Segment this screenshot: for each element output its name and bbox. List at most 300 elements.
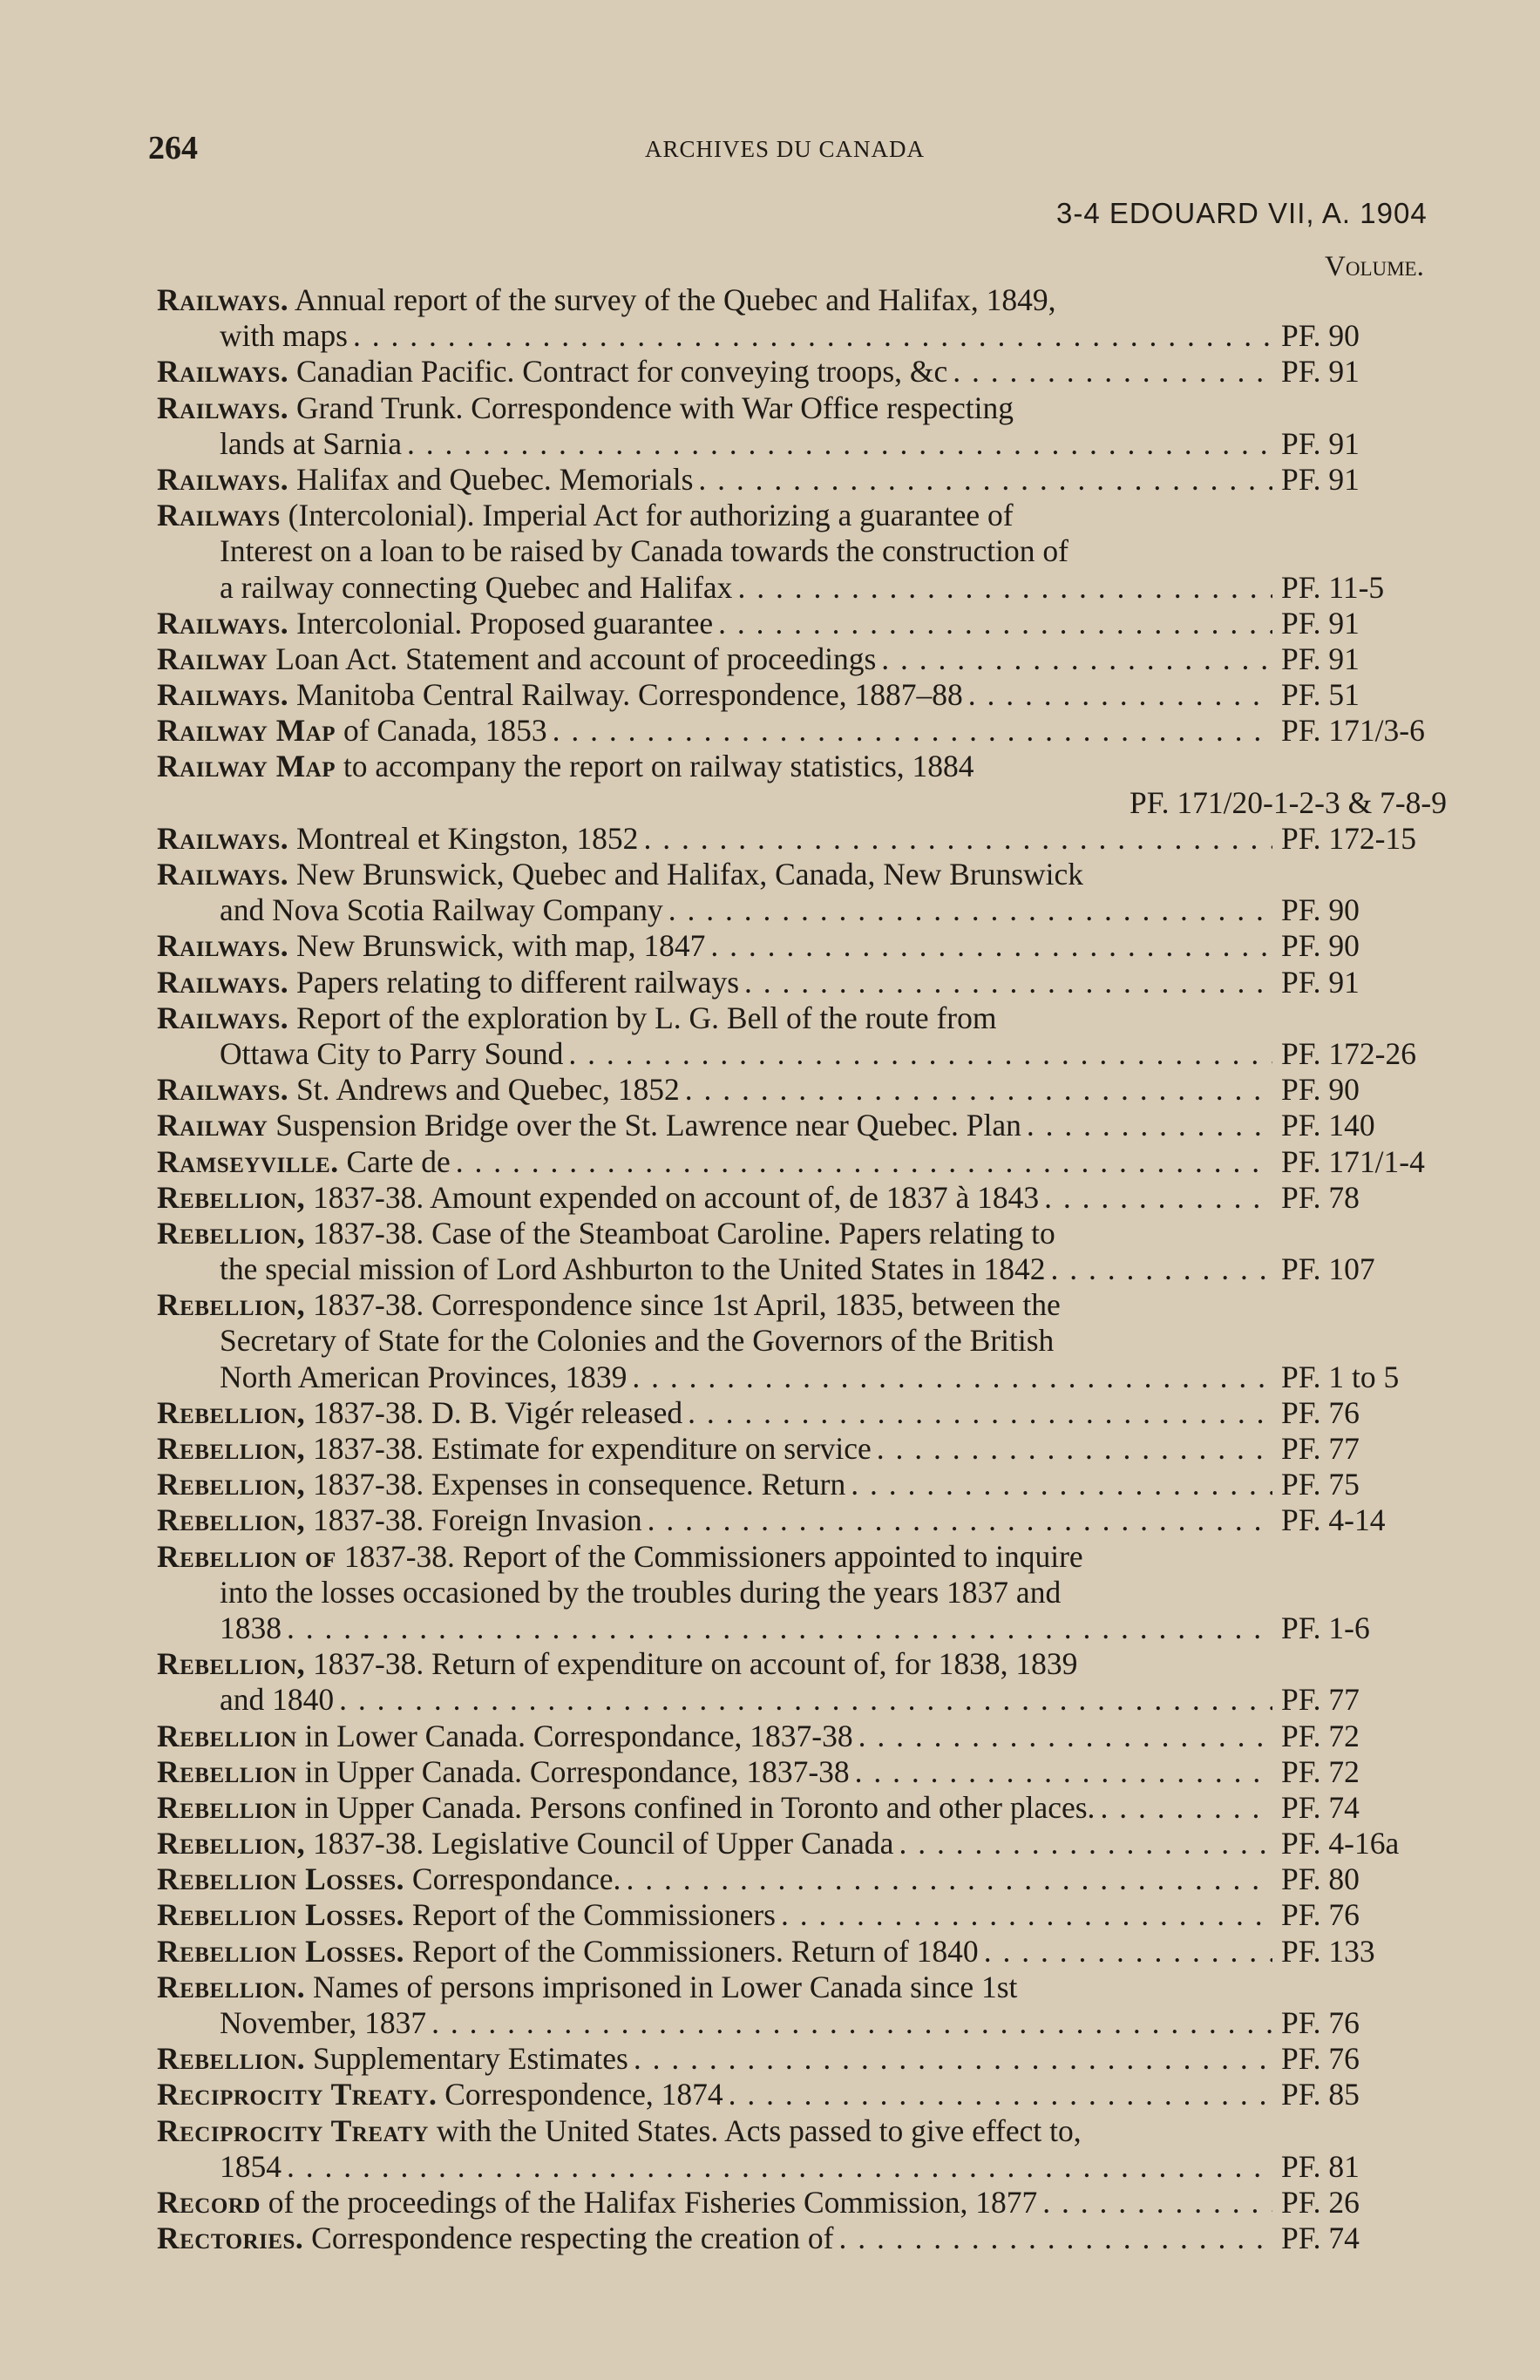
entry-description: 1837-38. Case of the Steamboat Caroline. Papers relating to — [313, 1215, 1055, 1251]
dot-leader — [713, 606, 1272, 641]
entry-line — [157, 821, 1455, 857]
entry-line — [157, 1216, 1455, 1251]
index-entry — [157, 1108, 1455, 1143]
index-entry — [157, 2077, 1455, 2112]
index-entries — [157, 282, 1455, 2256]
entry-heading: Rebellion Losses. — [157, 1897, 405, 1933]
entry-line — [157, 1790, 1455, 1826]
entry-description: and 1840 — [220, 1682, 335, 1718]
entry-line — [157, 2149, 1455, 2185]
entry-description: November, 1837 — [220, 2005, 427, 2040]
entry-line — [157, 1826, 1455, 1861]
entry-heading: Railway — [157, 641, 268, 676]
volume-column-header: Volume. — [1325, 251, 1424, 282]
entry-heading: Railways. — [157, 857, 289, 892]
entry-description: 1837-38. Expenses in consequence. Return — [313, 1467, 846, 1502]
dot-leader — [334, 1682, 1272, 1718]
entry-line — [157, 462, 1455, 498]
entry-line — [157, 1180, 1455, 1216]
entry-line — [157, 1502, 1455, 1538]
index-entry — [157, 354, 1455, 390]
entry-text — [157, 1431, 872, 1467]
entry-description: the special mission of Lord Ashburton to the United States in 1842 — [220, 1251, 1046, 1287]
index-entry — [157, 677, 1455, 713]
entry-heading: Railways. — [157, 820, 289, 856]
entry-text — [157, 354, 947, 390]
volume-reference: PF. 85 — [1281, 2077, 1360, 2112]
index-entry — [157, 1826, 1455, 1861]
dot-leader — [732, 570, 1272, 606]
dot-leader — [348, 318, 1272, 354]
entry-text — [220, 1575, 1061, 1610]
entry-line — [157, 2077, 1455, 2112]
entry-heading: Rebellion, — [157, 1179, 306, 1215]
entry-description: and Nova Scotia Railway Company — [220, 892, 663, 928]
index-entry — [157, 1502, 1455, 1538]
dot-leader — [693, 462, 1272, 498]
entry-line — [157, 1646, 1455, 1682]
entry-text — [157, 1970, 1017, 2004]
index-entry — [157, 1970, 1455, 2041]
entry-heading: Railways — [157, 498, 281, 533]
entry-text — [220, 318, 348, 354]
volume-reference: PF. 172-15 — [1281, 820, 1416, 856]
entry-description: Report of the Commissioners. Return of 1840 — [411, 1933, 979, 1969]
volume-reference: PF. 74 — [1281, 1789, 1360, 1825]
volume-reference: PF. 91 — [1281, 354, 1360, 390]
entry-text — [220, 892, 663, 928]
entry-line — [157, 1970, 1455, 2005]
entry-text — [157, 1790, 1095, 1826]
dot-leader — [282, 1610, 1272, 1646]
entry-text — [157, 498, 1014, 532]
index-entry — [157, 2221, 1455, 2256]
volume-reference: PF. 91 — [1281, 964, 1360, 1000]
dot-leader — [628, 2041, 1272, 2077]
entry-line — [157, 318, 1455, 354]
entry-description: New Brunswick, with map, 1847 — [296, 928, 706, 964]
entry-description: of the proceedings of the Halifax Fisheries Commission, 1877 — [268, 2184, 1038, 2220]
index-entry — [157, 1467, 1455, 1502]
entry-text — [157, 1897, 776, 1933]
entry-description: Annual report of the survey of the Quebec and Halifax, 1849, — [295, 282, 1056, 317]
entry-line — [157, 1000, 1455, 1036]
dot-leader — [621, 1861, 1272, 1897]
entry-heading: Rebellion, — [157, 1287, 306, 1323]
entry-heading: Railways. — [157, 1072, 289, 1108]
entry-text — [157, 1539, 1083, 1574]
entry-line — [157, 1719, 1455, 1754]
entry-text — [220, 1360, 627, 1395]
entry-line — [157, 1610, 1455, 1646]
session-heading: 3-4 EDOUARD VII, A. 1904 — [1056, 197, 1428, 229]
index-entry — [157, 1216, 1455, 1287]
entry-heading: Railways. — [157, 928, 289, 964]
dot-leader — [642, 1502, 1272, 1538]
dot-leader — [1039, 1180, 1272, 1216]
entry-description: (Intercolonial). Imperial Act for authorizing a guarantee of — [288, 498, 1014, 533]
entry-line — [157, 1144, 1455, 1180]
entry-line — [157, 1861, 1455, 1897]
entry-line — [157, 570, 1455, 606]
entry-description: a railway connecting Quebec and Halifax — [220, 569, 733, 605]
entry-line — [157, 606, 1455, 641]
volume-reference: PF. 76 — [1281, 1394, 1360, 1430]
entry-heading: Rectories. — [157, 2221, 304, 2256]
entry-line — [157, 2005, 1455, 2041]
dot-leader — [872, 1431, 1272, 1467]
entry-text — [220, 1323, 1054, 1358]
entry-description: in Upper Canada. Persons confined in Toronto and other places. — [304, 1789, 1096, 1825]
entry-line — [157, 1108, 1455, 1143]
entry-description: 1837-38. Amount expended on account of, de 1837 à 1843 — [313, 1179, 1040, 1215]
dot-leader — [850, 1754, 1272, 1790]
entry-description: Report of the Commissioners — [411, 1897, 776, 1933]
entry-text — [157, 1502, 642, 1538]
entry-description: Correspondence respecting the creation of — [311, 2221, 834, 2256]
entry-line — [157, 857, 1455, 892]
volume-reference: PF. 77 — [1281, 1431, 1360, 1466]
entry-description: of Canada, 1853 — [343, 713, 547, 749]
entry-text — [157, 1287, 1061, 1322]
entry-text — [157, 1861, 621, 1897]
entry-line — [157, 892, 1455, 928]
entry-heading: Railways. — [157, 1000, 289, 1035]
dot-leader — [853, 1719, 1272, 1754]
volume-reference: PF. 80 — [1281, 1861, 1360, 1897]
volume-reference: PF. 172-26 — [1281, 1035, 1416, 1071]
entry-description: Papers relating to different railways — [296, 964, 740, 1000]
entry-text — [157, 390, 1014, 425]
entry-heading: Railways. — [157, 605, 289, 641]
entry-heading: Railways. — [157, 461, 289, 497]
entry-description: 1837-38. Foreign Invasion — [313, 1502, 642, 1538]
entry-line — [157, 498, 1455, 533]
entry-heading: Reciprocity Treaty. — [157, 2077, 438, 2112]
dot-leader — [893, 1826, 1272, 1861]
dot-leader — [563, 1036, 1272, 1072]
volume-reference: PF. 91 — [1281, 605, 1360, 641]
entry-description: Halifax and Quebec. Memorials — [296, 461, 694, 497]
volume-reference: PF. 91 — [1281, 461, 1360, 497]
entry-text — [157, 606, 713, 641]
entry-heading: Ramseyville. — [157, 1143, 339, 1179]
index-entry — [157, 1934, 1455, 1970]
entry-heading: Railways. — [157, 677, 289, 713]
entry-heading: Rebellion — [157, 1718, 297, 1753]
entry-text — [157, 641, 876, 677]
index-entry — [157, 965, 1455, 1000]
entry-text — [220, 1251, 1046, 1287]
entry-text — [157, 1395, 682, 1431]
entry-line — [157, 749, 1455, 784]
entry-heading: Rebellion, — [157, 1467, 306, 1502]
entry-line — [157, 1395, 1455, 1431]
entry-line — [157, 928, 1455, 964]
volume-reference: PF. 75 — [1281, 1467, 1360, 1502]
entry-line — [157, 1323, 1455, 1359]
index-entry — [157, 606, 1455, 641]
entry-heading: Rebellion of — [157, 1538, 336, 1574]
entry-text — [157, 1216, 1055, 1251]
index-entry — [157, 498, 1455, 606]
dot-leader — [876, 641, 1272, 677]
entry-description: Supplementary Estimates — [313, 2041, 628, 2077]
entry-description: North American Provinces, 1839 — [220, 1359, 628, 1394]
volume-reference: PF. 1-6 — [1281, 1610, 1370, 1645]
entry-text — [220, 2149, 282, 2185]
entry-line — [157, 2185, 1455, 2221]
dot-leader — [402, 426, 1272, 462]
entry-line — [157, 2041, 1455, 2077]
entry-heading: Railway Map — [157, 749, 336, 784]
entry-line — [157, 641, 1455, 677]
entry-line — [157, 1360, 1455, 1395]
entry-description: Canadian Pacific. Contract for conveying troops, &c — [296, 354, 948, 390]
volume-reference: PF. 90 — [1281, 1072, 1360, 1108]
entry-text — [157, 965, 739, 1000]
volume-reference: PF. 171/1-4 — [1281, 1143, 1425, 1179]
index-entry — [157, 1287, 1455, 1395]
dot-leader — [1037, 2185, 1272, 2221]
index-entry — [157, 749, 1455, 820]
entry-heading: Rebellion Losses. — [157, 1933, 405, 1969]
entry-heading: Rebellion — [157, 1753, 297, 1789]
entry-description: 1854 — [220, 2148, 282, 2184]
dot-leader — [682, 1395, 1272, 1431]
entry-line — [157, 1897, 1455, 1933]
entry-description: Names of persons imprisoned in Lower Canada since 1st — [313, 1969, 1018, 2004]
entry-heading: Rebellion, — [157, 1646, 306, 1682]
volume-reference: PF. 90 — [1281, 318, 1360, 354]
entry-text — [157, 1072, 680, 1108]
entry-line — [157, 1036, 1455, 1072]
volume-reference: PF. 4-16a — [1281, 1826, 1400, 1861]
volume-reference: PF. 77 — [1281, 1682, 1360, 1718]
entry-text — [220, 1682, 334, 1718]
dot-leader — [680, 1072, 1272, 1108]
entry-text — [157, 1754, 850, 1790]
entry-line — [157, 533, 1455, 569]
volume-reference: PF. 133 — [1281, 1933, 1375, 1969]
index-entry — [157, 1754, 1455, 1790]
index-entry — [157, 1431, 1455, 1467]
entry-text — [220, 533, 1069, 568]
entry-description: Loan Act. Statement and account of proceedings — [275, 641, 877, 676]
entry-heading: Record — [157, 2184, 261, 2220]
entry-description: New Brunswick, Quebec and Halifax, Canada, New Brunswick — [296, 857, 1084, 892]
index-entry — [157, 2113, 1455, 2185]
volume-reference: PF. 26 — [1281, 2184, 1360, 2220]
entry-line — [157, 1251, 1455, 1287]
volume-reference: PF. 76 — [1281, 2005, 1360, 2040]
entry-heading: Railways. — [157, 964, 289, 1000]
index-entry — [157, 713, 1455, 749]
entry-description: 1837-38. Report of the Commissioners appointed to inquire — [343, 1538, 1083, 1574]
entry-description: Interest on a loan to be raised by Canada towards the construction of — [220, 533, 1069, 569]
entry-text — [157, 282, 1055, 317]
entry-heading: Rebellion, — [157, 1826, 306, 1861]
dot-leader — [963, 677, 1272, 713]
entry-description: Secretary of State for the Colonies and the Governors of the British — [220, 1323, 1055, 1359]
entry-text — [157, 1144, 451, 1180]
entry-line — [157, 1287, 1455, 1323]
dot-leader — [1095, 1790, 1272, 1826]
entry-text — [157, 857, 1083, 892]
entry-description: Correspondence, 1874 — [444, 2077, 723, 2112]
index-entry — [157, 1790, 1455, 1826]
entry-description: 1838 — [220, 1610, 282, 1645]
dot-leader — [947, 354, 1272, 390]
entry-description: 1837-38. Return of expenditure on account of, for 1838, 1839 — [313, 1646, 1078, 1682]
entry-line — [157, 1934, 1455, 1970]
volume-reference: PF. 76 — [1281, 1897, 1360, 1933]
entry-heading: Rebellion. — [157, 2041, 306, 2077]
index-entry — [157, 1539, 1455, 1647]
entry-description: Manitoba Central Railway. Correspondence, 1887–88 — [296, 677, 963, 713]
index-entry — [157, 1144, 1455, 1180]
dot-leader — [663, 892, 1272, 928]
entry-description: to accompany the report on railway statistics, 1884 — [343, 749, 974, 784]
index-entry — [157, 1180, 1455, 1216]
dot-leader — [776, 1897, 1272, 1933]
index-entry — [157, 1897, 1455, 1933]
entry-text — [220, 570, 732, 606]
volume-reference: PF. 140 — [1281, 1108, 1375, 1143]
entry-description: with maps — [220, 318, 348, 354]
entry-description: Correspondance. — [411, 1861, 621, 1897]
entry-heading: Rebellion, — [157, 1431, 306, 1466]
dot-leader — [705, 928, 1272, 964]
entry-text — [157, 1000, 996, 1035]
entry-description: Montreal et Kingston, 1852 — [296, 820, 639, 856]
entry-heading: Railway Map — [157, 713, 336, 749]
volume-reference: PF. 76 — [1281, 2041, 1360, 2077]
entry-description: lands at Sarnia — [220, 425, 402, 461]
dot-leader — [1021, 1108, 1272, 1143]
volume-reference: PF. 107 — [1281, 1251, 1375, 1287]
entry-description: Suspension Bridge over the St. Lawrence near Quebec. Plan — [275, 1108, 1021, 1143]
volume-reference: PF. 78 — [1281, 1179, 1360, 1215]
entry-description: 1837-38. Estimate for expenditure on service — [313, 1431, 872, 1466]
entry-line — [157, 1431, 1455, 1467]
entry-text — [157, 928, 705, 964]
entry-line — [157, 390, 1455, 426]
volume-reference: PF. 171/20-1-2-3 & 7-8-9 — [1130, 784, 1447, 820]
entry-line — [157, 282, 1455, 318]
entry-line — [157, 1072, 1455, 1108]
dot-leader — [833, 2221, 1272, 2256]
entry-description: in Lower Canada. Correspondance, 1837-38 — [304, 1718, 853, 1753]
entry-heading: Rebellion, — [157, 1502, 306, 1538]
entry-heading: Railways. — [157, 282, 289, 317]
entry-description: with the United States. Acts passed to give effect to, — [436, 2112, 1082, 2148]
entry-line — [157, 677, 1455, 713]
entry-heading: Rebellion, — [157, 1394, 306, 1430]
index-entry — [157, 462, 1455, 498]
volume-reference: PF. 11-5 — [1281, 569, 1385, 605]
entry-text — [157, 1934, 979, 1970]
volume-reference: PF. 81 — [1281, 2148, 1360, 2184]
index-entry — [157, 1395, 1455, 1431]
entry-line — [157, 1539, 1455, 1575]
volume-reference: PF. 72 — [1281, 1753, 1360, 1789]
index-entry — [157, 1072, 1455, 1108]
index-entry — [157, 1719, 1455, 1754]
entry-description: Carte de — [346, 1143, 451, 1179]
index-entry — [157, 821, 1455, 857]
entry-text — [157, 1646, 1077, 1681]
dot-leader — [627, 1360, 1272, 1395]
entry-text — [157, 2041, 628, 2077]
volume-reference: PF. 74 — [1281, 2221, 1360, 2256]
entry-text — [157, 1108, 1021, 1143]
entry-text — [157, 1467, 845, 1502]
entry-description: into the losses occasioned by the troubles during the years 1837 and — [220, 1574, 1062, 1610]
entry-text — [157, 462, 693, 498]
entry-heading: Rebellion, — [157, 1215, 306, 1251]
entry-line — [157, 354, 1455, 390]
dot-leader — [426, 2005, 1272, 2041]
index-entry — [157, 282, 1455, 354]
entry-text — [157, 2185, 1037, 2221]
index-entry — [157, 857, 1455, 928]
entry-text — [157, 713, 547, 749]
dot-leader — [1046, 1251, 1272, 1287]
index-entry — [157, 2041, 1455, 2077]
entry-text — [157, 749, 974, 783]
volume-reference: PF. 171/3-6 — [1281, 713, 1425, 749]
dot-leader — [638, 821, 1272, 857]
volume-reference: PF. 1 to 5 — [1281, 1359, 1400, 1394]
volume-reference: PF. 91 — [1281, 425, 1360, 461]
entry-text — [220, 1610, 282, 1646]
entry-heading: Reciprocity Treaty — [157, 2112, 429, 2148]
entry-text — [157, 1719, 853, 1754]
index-entry — [157, 1861, 1455, 1897]
entry-description: 1837-38. D. B. Vigér released — [313, 1394, 683, 1430]
dot-leader — [845, 1467, 1272, 1502]
entry-line — [157, 713, 1455, 749]
entry-text — [220, 2005, 426, 2041]
entry-line — [157, 1754, 1455, 1790]
volume-reference: PF. 72 — [1281, 1718, 1360, 1753]
index-entry — [157, 641, 1455, 677]
entry-line — [157, 1575, 1455, 1610]
dot-leader — [739, 965, 1272, 1000]
entry-heading: Rebellion — [157, 1789, 297, 1825]
entry-heading: Railways. — [157, 354, 289, 390]
dot-leader — [451, 1144, 1272, 1180]
entry-description: Report of the exploration by L. G. Bell of the route from — [296, 1000, 997, 1035]
entry-text — [220, 1036, 563, 1072]
entry-description: Intercolonial. Proposed guarantee — [296, 605, 714, 641]
dot-leader — [979, 1934, 1272, 1970]
index-entry — [157, 1000, 1455, 1072]
entry-text — [157, 1180, 1039, 1216]
volume-reference: PF. 91 — [1281, 641, 1360, 676]
entry-line — [157, 2221, 1455, 2256]
entry-description: St. Andrews and Quebec, 1852 — [296, 1072, 680, 1108]
volume-reference: PF. 4-14 — [1281, 1502, 1386, 1538]
entry-text — [157, 2077, 723, 2112]
entry-description: 1837-38. Correspondence since 1st April, 1835, between the — [313, 1287, 1061, 1323]
index-entry — [157, 390, 1455, 462]
entry-line — [157, 2113, 1455, 2149]
volume-reference: PF. 51 — [1281, 677, 1360, 713]
page-number: 264 — [148, 130, 198, 166]
entry-line — [157, 785, 1455, 821]
